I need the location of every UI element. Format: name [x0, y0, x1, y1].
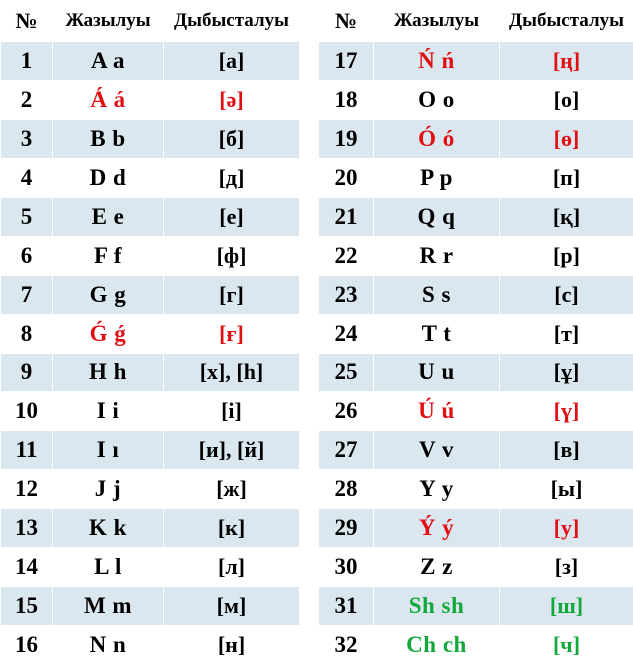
sound-cell: [ұ]: [500, 353, 633, 392]
sound-cell: [ч]: [500, 626, 633, 665]
letter-cell: Ó ó: [374, 119, 500, 158]
sound-cell: [з]: [500, 548, 633, 587]
row-number: 3: [1, 119, 53, 158]
table-row: [1, 158, 300, 197]
sound-cell: [у]: [500, 509, 633, 548]
row-number: 20: [319, 158, 374, 197]
letter-cell: O o: [374, 80, 500, 119]
row-number: 25: [319, 353, 374, 392]
sound-cell: [ə]: [164, 80, 300, 119]
alphabet-table-right: [318, 0, 633, 665]
letter-cell: I ı: [53, 431, 164, 470]
table-row: [319, 119, 633, 158]
letter-cell: A a: [53, 42, 164, 81]
sound-cell: [с]: [500, 275, 633, 314]
letter-cell: Sh sh: [374, 587, 500, 626]
letter-cell: L l: [53, 548, 164, 587]
row-number: 4: [1, 158, 53, 197]
sound-cell: [a]: [164, 42, 300, 81]
table-row: [319, 587, 633, 626]
sound-cell: [б]: [164, 119, 300, 158]
row-number: 28: [319, 470, 374, 509]
sound-cell: [т]: [500, 314, 633, 353]
row-number: 11: [1, 431, 53, 470]
letter-cell: F f: [53, 236, 164, 275]
letter-cell: Y y: [374, 470, 500, 509]
row-number: 8: [1, 314, 53, 353]
table-row: [1, 587, 300, 626]
letter-cell: Ń ń: [374, 42, 500, 81]
sound-cell: [ф]: [164, 236, 300, 275]
letter-cell: J j: [53, 470, 164, 509]
row-number: 9: [1, 353, 53, 392]
table-row: [319, 392, 633, 431]
table-row: [1, 80, 300, 119]
row-number: 15: [1, 587, 53, 626]
sound-cell: [ж]: [164, 470, 300, 509]
sound-cell: [ы]: [500, 470, 633, 509]
letter-cell: Á á: [53, 80, 164, 119]
row-number: 13: [1, 509, 53, 548]
sound-cell: [н]: [164, 626, 300, 665]
table-row: [1, 548, 300, 587]
row-number: 2: [1, 80, 53, 119]
sound-cell: [ө]: [500, 119, 633, 158]
sound-cell: [х], [h]: [164, 353, 300, 392]
table-row: [319, 548, 633, 587]
header-sound: Дыбысталуы: [164, 1, 300, 42]
row-number: 24: [319, 314, 374, 353]
letter-cell: P p: [374, 158, 500, 197]
row-number: 23: [319, 275, 374, 314]
sound-cell: [ү]: [500, 392, 633, 431]
sound-cell: [е]: [164, 197, 300, 236]
row-number: 21: [319, 197, 374, 236]
sound-cell: [м]: [164, 587, 300, 626]
row-number: 31: [319, 587, 374, 626]
header-number: №: [1, 1, 53, 42]
table-row: [1, 509, 300, 548]
row-number: 22: [319, 236, 374, 275]
sound-cell: [л]: [164, 548, 300, 587]
letter-cell: Z z: [374, 548, 500, 587]
row-number: 26: [319, 392, 374, 431]
sound-cell: [в]: [500, 431, 633, 470]
letter-cell: B b: [53, 119, 164, 158]
letter-cell: Ch ch: [374, 626, 500, 665]
header-sound: Дыбысталуы: [500, 1, 633, 42]
table-row: [1, 197, 300, 236]
sound-cell: [к]: [164, 509, 300, 548]
sound-cell: [г]: [164, 275, 300, 314]
table-row: [319, 470, 633, 509]
sound-cell: [і]: [164, 392, 300, 431]
letter-cell: Q q: [374, 197, 500, 236]
alphabet-table-left: [0, 0, 300, 665]
table-row: [319, 236, 633, 275]
table-row: [319, 80, 633, 119]
sound-cell: [қ]: [500, 197, 633, 236]
row-number: 14: [1, 548, 53, 587]
sound-cell: [п]: [500, 158, 633, 197]
row-number: 17: [319, 42, 374, 81]
table-row: [1, 314, 300, 353]
letter-cell: T t: [374, 314, 500, 353]
column-gap: [299, 0, 318, 659]
table-row: [1, 42, 300, 81]
row-number: 19: [319, 119, 374, 158]
letter-cell: N n: [53, 626, 164, 665]
sound-cell: [ң]: [500, 42, 633, 81]
letter-cell: Ú ú: [374, 392, 500, 431]
letter-cell: H h: [53, 353, 164, 392]
row-number: 29: [319, 509, 374, 548]
header-letter: Жазылуы: [374, 1, 500, 42]
row-number: 12: [1, 470, 53, 509]
sound-cell: [ғ]: [164, 314, 300, 353]
sound-cell: [ш]: [500, 587, 633, 626]
row-number: 32: [319, 626, 374, 665]
table-row: [1, 236, 300, 275]
letter-cell: I i: [53, 392, 164, 431]
letter-cell: G g: [53, 275, 164, 314]
table-row: [319, 42, 633, 81]
header-number: №: [319, 1, 374, 42]
letter-cell: K k: [53, 509, 164, 548]
row-number: 18: [319, 80, 374, 119]
table-row: [1, 353, 300, 392]
row-number: 16: [1, 626, 53, 665]
sound-cell: [д]: [164, 158, 300, 197]
right-table-body: [319, 42, 633, 665]
sound-cell: [о]: [500, 80, 633, 119]
row-number: 30: [319, 548, 374, 587]
sound-cell: [р]: [500, 236, 633, 275]
table-row: [319, 431, 633, 470]
table-row: [319, 314, 633, 353]
row-number: 7: [1, 275, 53, 314]
table-row: [1, 392, 300, 431]
table-row: [319, 197, 633, 236]
letter-cell: Ý ý: [374, 509, 500, 548]
row-number: 1: [1, 42, 53, 81]
table-row: [1, 119, 300, 158]
row-number: 6: [1, 236, 53, 275]
sound-cell: [и], [й]: [164, 431, 300, 470]
letter-cell: E e: [53, 197, 164, 236]
header-row: [319, 1, 633, 42]
letter-cell: Ǵ ǵ: [53, 314, 164, 353]
table-row: [1, 275, 300, 314]
table-row: [1, 470, 300, 509]
row-number: 5: [1, 197, 53, 236]
row-number: 10: [1, 392, 53, 431]
letter-cell: U u: [374, 353, 500, 392]
table-row: [1, 431, 300, 470]
header-letter: Жазылуы: [53, 1, 164, 42]
header-row: [1, 1, 300, 42]
letter-cell: R r: [374, 236, 500, 275]
letter-cell: S s: [374, 275, 500, 314]
left-table-body: [1, 42, 300, 665]
table-row: [319, 509, 633, 548]
letter-cell: M m: [53, 587, 164, 626]
table-row: [319, 353, 633, 392]
table-row: [319, 275, 633, 314]
letter-cell: V v: [374, 431, 500, 470]
table-row: [319, 158, 633, 197]
row-number: 27: [319, 431, 374, 470]
letter-cell: D d: [53, 158, 164, 197]
